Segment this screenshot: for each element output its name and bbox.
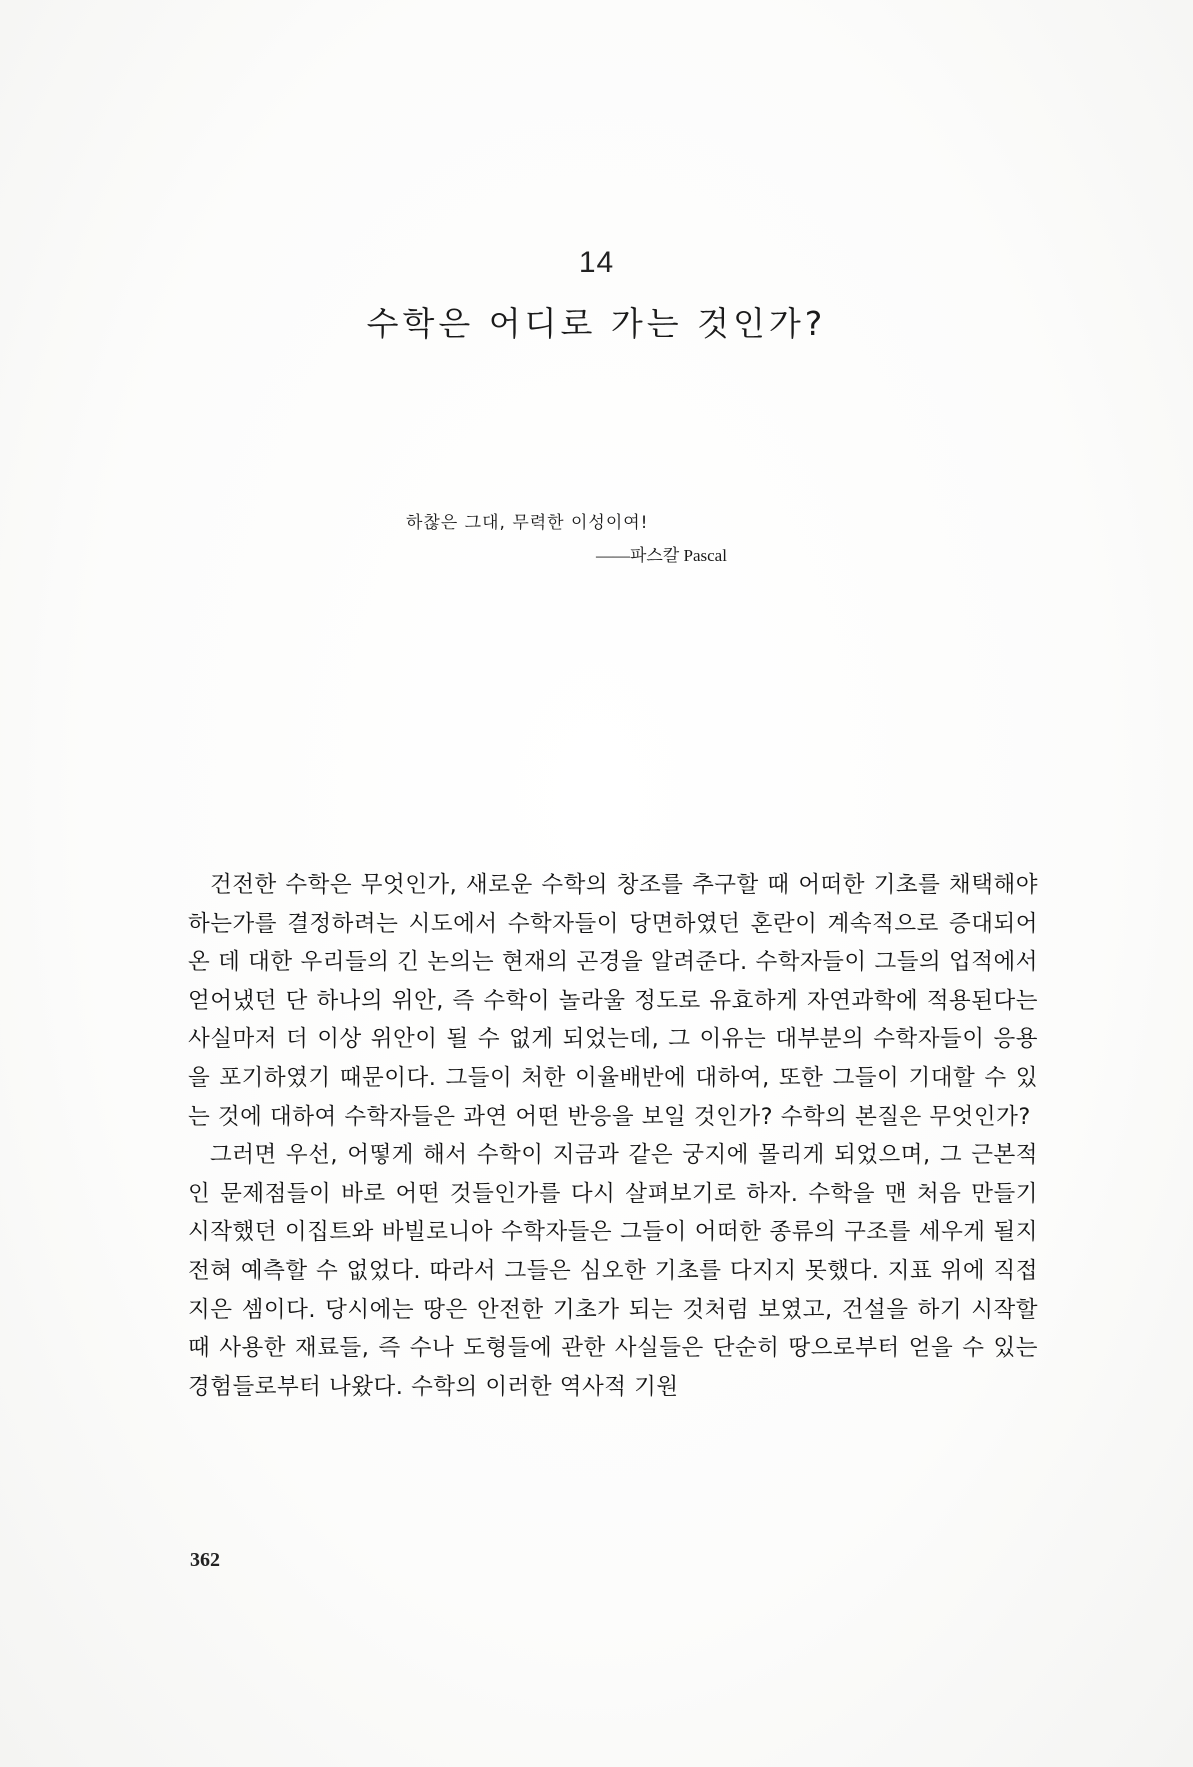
chapter-title: 수학은 어디로 가는 것인가? bbox=[366, 304, 827, 343]
paragraph-2: 그러면 우선, 어떻게 해서 수학이 지금과 같은 궁지에 몰리게 되었으며, 그 근본적인 문제점들이 바로 어떤 것들인가를 다시 살펴보기로 하자. 수학을 맨 처음 만들기 시작했던 이집트와 바빌로니아 수학자들은 그들이 어떠한 종류의 구조를 세우게 될지 전혀 예측할 수 없었다. 따라서 그들은 심오한 기초를 다지지 못했다. 지표 위에 직접 지은 셈이다. 당시에는 땅은 안전한 기초가 되는 것처럼 보였고, 건설을 하기 시작할 때 사용한 재료들, 즉 수나 도형들에 관한 사실들은 단순히 땅으로부터 얻을 수 있는 경험들로부터 나왔다. 수학의 이러한 역사적 기원 bbox=[188, 1142, 1038, 1400]
epigraph-source: ——파스칼 Pascal bbox=[596, 546, 727, 565]
paragraph-1: 건전한 수학은 무엇인가, 새로운 수학의 창조를 추구할 때 어떠한 기초를 채택해야 하는가를 결정하려는 시도에서 수학자들이 당면하였던 혼란이 계속적으로 증대되어 온 데 대한 우리들의 긴 논의는 현재의 곤경을 알려준다. 수학자들이 그들의 업적에서 얻어냈던 단 하나의 위안, 즉 수학이 놀라울 정도로 유효하게 자연과학에 적용된다는 사실마저 더 이상 위안이 될 수 없게 되었는데, 그 이유는 대부분의 수학자들이 응용을 포기하였기 때문이다. 그들이 처한 이율배반에 대하여, 또한 그들이 기대할 수 있는 것에 대하여 수학자들은 과연 어떤 반응을 보일 것인가? 수학의 본질은 무엇인가? bbox=[188, 872, 1038, 1130]
page-number: 362 bbox=[190, 1549, 220, 1571]
body-text bbox=[188, 866, 1038, 1406]
epigraph-quote: 하찮은 그대, 무력한 이성이여! bbox=[406, 513, 649, 533]
epigraph bbox=[406, 508, 806, 566]
chapter-number: 14 bbox=[578, 246, 615, 279]
